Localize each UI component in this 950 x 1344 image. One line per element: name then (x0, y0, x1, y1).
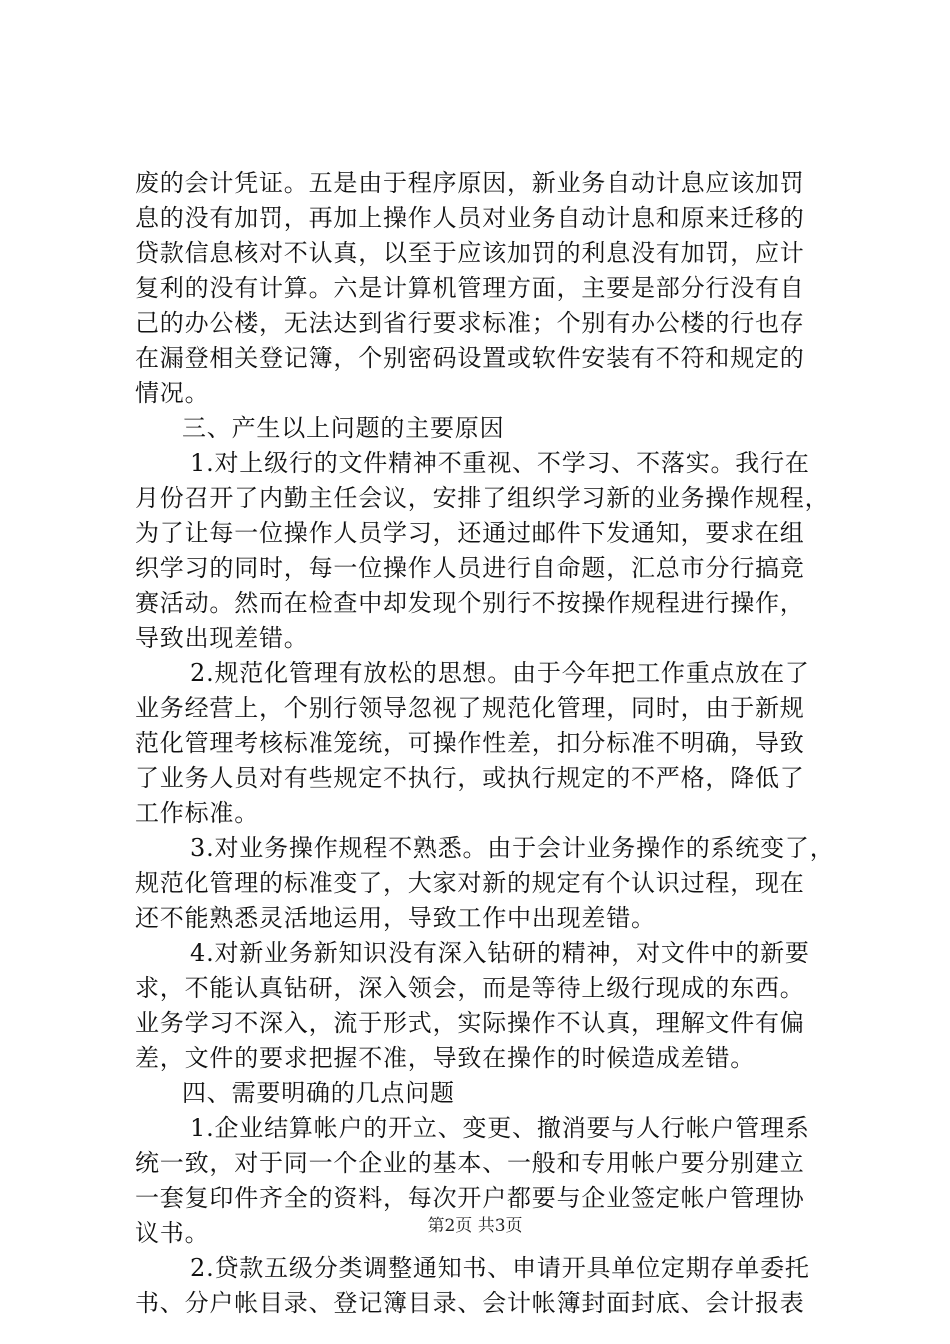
text-line: 贷款信息核对不认真，以至于应该加罚的利息没有加罚，应计 (135, 239, 805, 267)
section-heading: 三、产生以上问题的主要原因 (182, 414, 505, 442)
text-line: 在漏登相关登记簿，个别密码设置或软件安装有不符和规定的 (135, 344, 805, 372)
text-line: 月份召开了内勤主任会议，安排了组织学习新的业务操作规程， (135, 484, 830, 512)
text-line: 息的没有加罚，再加上操作人员对业务自动计息和原来迁移的 (135, 204, 805, 232)
text-line: 业务学习不深入，流于形式，实际操作不认真，理解文件有偏 (135, 1009, 805, 1037)
text-line: 3.对业务操作规程不熟悉。由于会计业务操作的系统变了， (190, 834, 835, 862)
text-line: 为了让每一位操作人员学习，还通过邮件下发通知，要求在组 (135, 519, 805, 547)
text-line: 己的办公楼，无法达到省行要求标准；个别有办公楼的行也存 (135, 309, 805, 337)
text-line: 1.对上级行的文件精神不重视、不学习、不落实。我行在 (190, 449, 810, 477)
text-line: 导致出现差错。 (135, 624, 309, 652)
text-line: 还不能熟悉灵活地运用，导致工作中出现差错。 (135, 904, 656, 932)
text-line: 一套复印件齐全的资料，每次开户都要与企业签定帐户管理协 (135, 1184, 805, 1212)
text-line: 差，文件的要求把握不准，导致在操作的时候造成差错。 (135, 1044, 755, 1072)
text-line: 情况。 (135, 379, 210, 407)
section-heading: 四、需要明确的几点问题 (182, 1079, 455, 1107)
text-line: 工作标准。 (135, 799, 259, 827)
text-line: 织学习的同时，每一位操作人员进行自命题，汇总市分行搞竞 (135, 554, 805, 582)
text-line: 求，不能认真钻研，深入领会，而是等待上级行现成的东西。 (135, 974, 805, 1002)
text-line: 议书。 (135, 1219, 210, 1247)
text-line: 赛活动。然而在检查中却发现个别行不按操作规程进行操作， (135, 589, 805, 617)
text-line: 了业务人员对有些规定不执行，或执行规定的不严格，降低了 (135, 764, 805, 792)
text-line: 2.规范化管理有放松的思想。由于今年把工作重点放在了 (190, 659, 810, 687)
text-line: 规范化管理的标准变了，大家对新的规定有个认识过程，现在 (135, 869, 805, 897)
text-line: 4.对新业务新知识没有深入钻研的精神，对文件中的新要 (190, 939, 810, 967)
page-number-footer: 第2页 共3页 (427, 1216, 523, 1236)
text-line: 范化管理考核标准笼统，可操作性差，扣分标准不明确，导致 (135, 729, 805, 757)
text-line: 废的会计凭证。五是由于程序原因，新业务自动计息应该加罚 (135, 169, 805, 197)
text-line: 业务经营上，个别行领导忽视了规范化管理，同时，由于新规 (135, 694, 805, 722)
text-line: 2.贷款五级分类调整通知书、申请开具单位定期存单委托 (190, 1254, 810, 1282)
text-line: 书、分户帐目录、登记簿目录、会计帐簿封面封底、会计报表 (135, 1289, 805, 1317)
text-line: 1.企业结算帐户的开立、变更、撤消要与人行帐户管理系 (190, 1114, 810, 1142)
text-line: 复利的没有计算。六是计算机管理方面，主要是部分行没有自 (135, 274, 805, 302)
text-line: 统一致，对于同一个企业的基本、一般和专用帐户要分别建立 (135, 1149, 805, 1177)
